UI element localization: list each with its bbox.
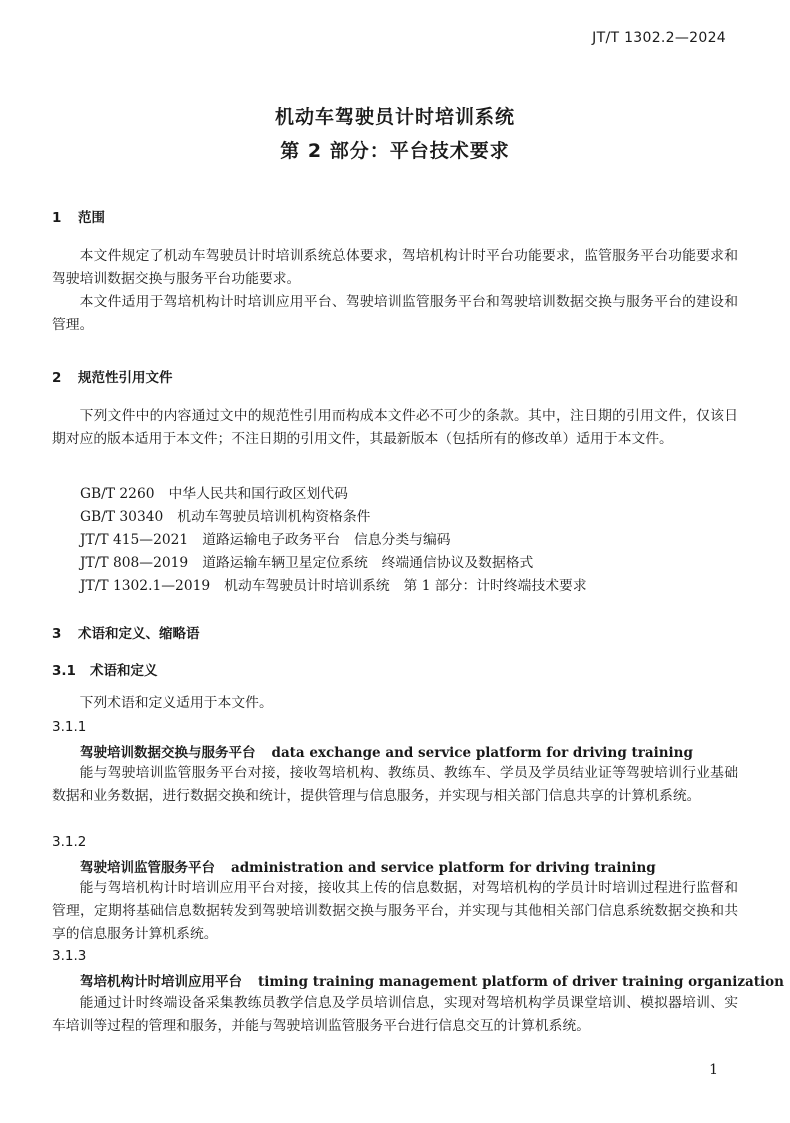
subsection-3-1-intro: 下列术语和定义适用于本文件。 (79, 695, 273, 711)
page-number: 1 (709, 1062, 718, 1078)
term-english: timing training management platform of driver training organization (258, 974, 784, 990)
section-title: 规范性引用文件 (78, 370, 173, 386)
section-title: 范围 (78, 210, 105, 226)
section-number: 3 (52, 626, 62, 642)
term-english: administration and service platform for driving training (231, 860, 656, 876)
section-title: 术语和定义、缩略语 (78, 626, 200, 642)
subsection-3-1-heading (52, 659, 158, 679)
term-chinese: 驾驶培训数据交换与服务平台 (80, 745, 256, 761)
normative-reference (80, 482, 348, 502)
reference-title: 机动车驾驶员培训机构资格条件 (177, 509, 371, 525)
section-3-heading (52, 622, 200, 642)
term-english: data exchange and service platform for driving training (271, 745, 693, 761)
normative-reference (80, 574, 587, 594)
subsection-title: 术语和定义 (90, 663, 158, 679)
term-number: 3.1.2 (52, 834, 87, 850)
normative-reference (80, 528, 451, 548)
term-chinese: 驾培机构计时培训应用平台 (80, 974, 242, 990)
reference-title: 机动车驾驶员计时培训系统 第 1 部分：计时终端技术要求 (224, 578, 587, 594)
term-definition: 能通过计时终端设备采集教练员教学信息及学员培训信息，实现对驾培机构学员课堂培训、模拟器培训、实车培训等过程的管理和服务，并能与驾驶培训监管服务平台进行信息交互的计算机系统。 (52, 995, 738, 1034)
term-heading (80, 856, 656, 876)
normative-reference (80, 505, 370, 525)
standard-code-header: JT/T 1302.2—2024 (592, 30, 726, 46)
reference-code: JT/T 808—2019 (80, 555, 189, 571)
normative-reference (80, 551, 533, 571)
term-heading (80, 741, 693, 761)
section-1-heading (52, 206, 105, 226)
term-chinese: 驾驶培训监管服务平台 (80, 860, 215, 876)
term-heading (80, 970, 784, 990)
section-2-heading (52, 366, 173, 386)
term-number: 3.1.3 (52, 948, 87, 964)
section-number: 2 (52, 370, 62, 386)
term-definition: 能与驾培机构计时培训应用平台对接，接收其上传的信息数据，对驾培机构的学员计时培训过程进行监督和管理，定期将基础信息数据转发到驾驶培训数据交换与服务平台，并实现与其他相关部门信息系统数据交换和共享的信息服务计算机系统。 (52, 880, 738, 942)
reference-code: GB/T 2260 (80, 486, 155, 502)
reference-code: JT/T 415—2021 (80, 532, 189, 548)
reference-title: 中华人民共和国行政区划代码 (168, 486, 348, 502)
reference-code: JT/T 1302.1—2019 (80, 578, 211, 594)
reference-title: 道路运输电子政务平台 信息分类与编码 (202, 532, 451, 548)
term-number: 3.1.1 (52, 719, 87, 735)
section-1-paragraph-1: 本文件规定了机动车驾驶员计时培训系统总体要求，驾培机构计时平台功能要求，监管服务平台功能要求和驾驶培训数据交换与服务平台功能要求。 (52, 248, 738, 287)
reference-code: GB/T 30340 (80, 509, 164, 525)
reference-title: 道路运输车辆卫星定位系统 终端通信协议及数据格式 (202, 555, 534, 571)
term-definition: 能与驾驶培训监管服务平台对接，接收驾培机构、教练员、教练车、学员及学员结业证等驾驶培训行业基础数据和业务数据，进行数据交换和统计，提供管理与信息服务，并实现与相关部门信息共享的计算机系统。 (52, 765, 738, 804)
document-title: 机动车驾驶员计时培训系统 (274, 106, 515, 128)
section-2-paragraph-1: 下列文件中的内容通过文中的规范性引用而构成本文件必不可少的条款。其中，注日期的引用文件，仅该日期对应的版本适用于本文件；不注日期的引用文件，其最新版本（包括所有的修改单）适用于本文件。 (52, 408, 738, 447)
subsection-number: 3.1 (52, 663, 76, 679)
section-1-paragraph-2: 本文件适用于驾培机构计时培训应用平台、驾驶培训监管服务平台和驾驶培训数据交换与服务平台的建设和管理。 (52, 294, 738, 333)
section-number: 1 (52, 210, 62, 226)
document-subtitle: 第 2 部分：平台技术要求 (280, 140, 510, 162)
